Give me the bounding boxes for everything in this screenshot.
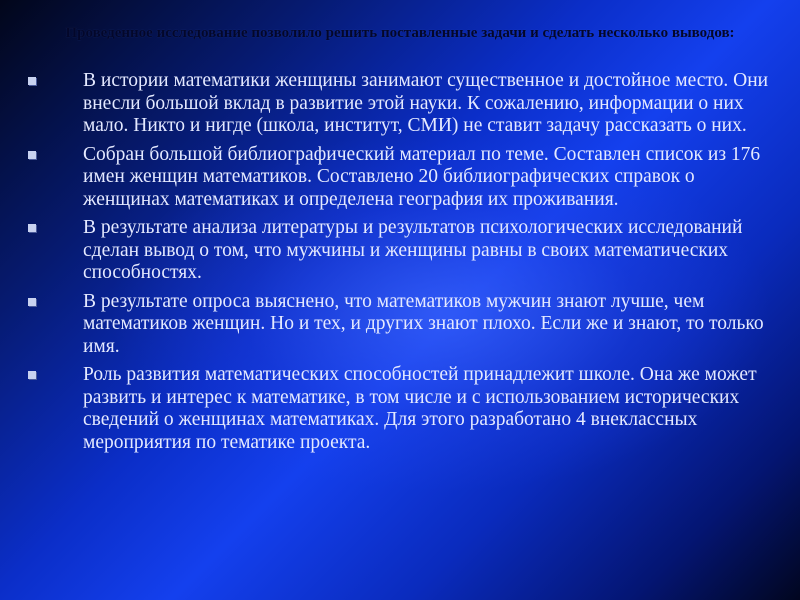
list-item <box>28 70 780 138</box>
conclusions-list <box>28 70 780 460</box>
list-item-text: В результате опроса выяснено, что математиков мужчин знают лучше, чем математиков женщин. Но и тех, и других знают плохо. Если же и знают, то только имя. <box>83 290 764 357</box>
square-bullet-icon <box>28 371 36 379</box>
square-bullet-icon <box>28 151 36 159</box>
square-bullet-icon <box>28 298 36 306</box>
slide-heading: Проведенное исследование позволило решить поставленные задачи и сделать несколько выводов: <box>65 25 735 41</box>
list-item-text: Собран большой библиографический материал по теме. Составлен список из 176 имен женщин математиков. Составлено 20 библиографических справок о женщинах математиках и определена география их проживания. <box>83 143 761 210</box>
list-item-text: В истории математики женщины занимают существенное и достойное место. Они внесли большой вклад в развитие этой науки. К сожалению, информации о них мало. Никто и нигде (школа, институт, СМИ) не ставит задачу рассказать о них. <box>83 70 769 136</box>
square-bullet-icon <box>28 77 36 85</box>
list-item <box>28 364 780 454</box>
list-item-text: Роль развития математических способностей принадлежит школе. Она же может развить и интерес к математике, в том числе и с использованием исторических сведений о женщинах математиках. Для этого разработано 4 внеклассных мероприятия по тематике проекта. <box>83 364 757 453</box>
list-item <box>28 217 780 285</box>
list-item <box>28 144 780 212</box>
list-item-text: В результате анализа литературы и результатов психологических исследований сделан вывод о том, что мужчины и женщины равны в своих математических способностях. <box>83 217 743 283</box>
list-item <box>28 291 780 359</box>
square-bullet-icon <box>28 224 36 232</box>
